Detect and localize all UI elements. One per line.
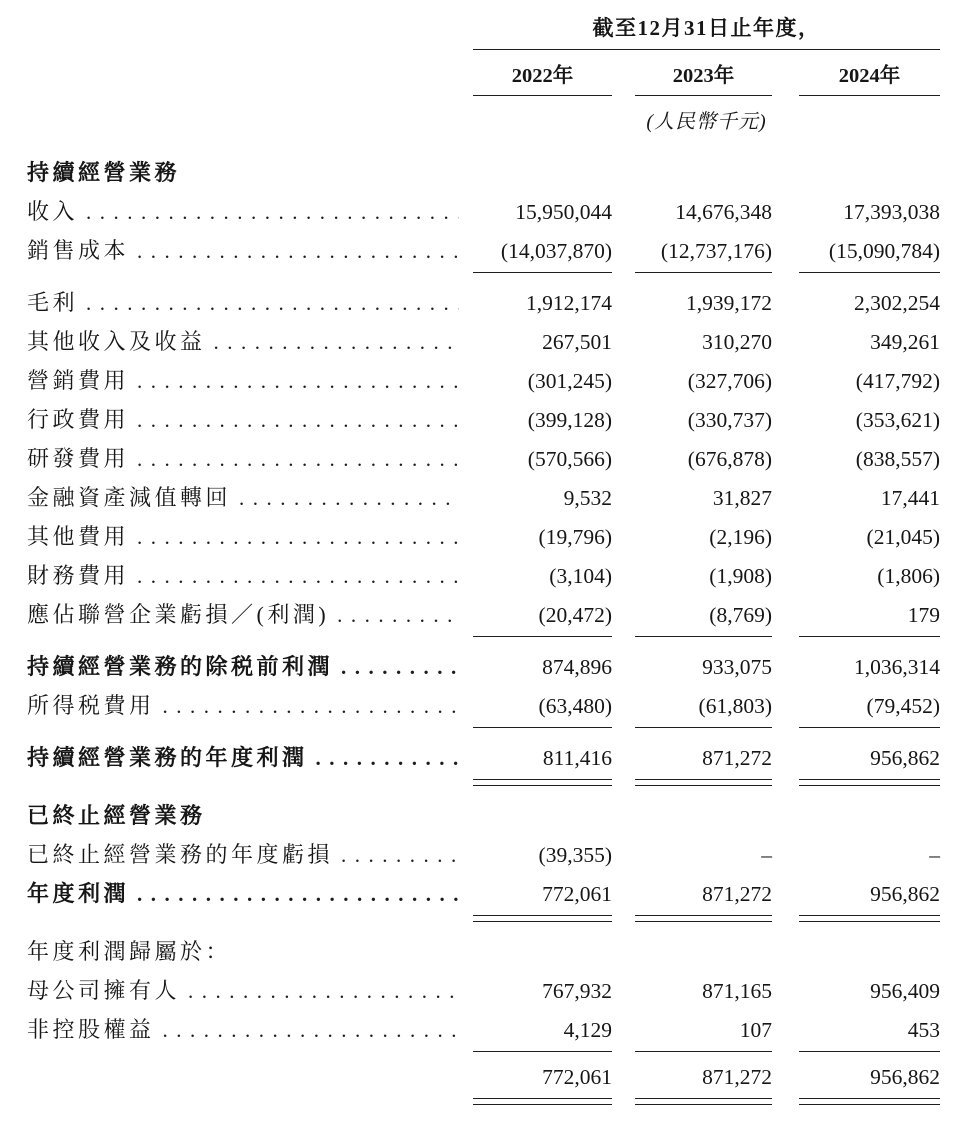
value-cell-year1: 267,501 (542, 330, 612, 354)
value-cell-year1: (301,245) (527, 369, 612, 393)
row-label (27, 520, 473, 551)
value-cell-year2: 310,270 (702, 330, 772, 354)
row-label-text: 應佔聯營企業虧損／(利潤) (27, 602, 330, 627)
row-label (27, 935, 473, 966)
period-label: 截至12月31日止年度， (473, 12, 940, 50)
value-cell-year2: (676,878) (687, 447, 772, 471)
row-label-text: 營銷費用 (27, 368, 130, 393)
row-label-text: 年度利潤歸屬於： (27, 939, 232, 964)
table-row (27, 974, 940, 1013)
value-cell-year1: 874,896 (542, 655, 612, 679)
row-label-text: 年度利潤 (27, 881, 130, 906)
row-label-text: 金融資產減值轉回 (27, 485, 232, 510)
currency-unit-label: (人民幣千元) (646, 111, 767, 133)
value-cell-year2: (1,908) (709, 564, 772, 588)
value-cell-year1: 15,950,044 (515, 200, 612, 224)
row-label-text: 收入 (27, 199, 79, 224)
value-cell-year3: 956,409 (870, 979, 940, 1003)
column-gap (772, 52, 799, 96)
dot-leader (163, 1017, 459, 1043)
row-label (27, 403, 473, 434)
row-label (27, 195, 473, 226)
row-label (27, 364, 473, 395)
dot-leader (137, 368, 459, 394)
table-row (27, 1065, 940, 1104)
table-row (27, 559, 940, 598)
row-label-text: 其他收入及收益 (27, 329, 206, 354)
row-label-text: 財務費用 (27, 563, 130, 588)
dot-leader (163, 693, 459, 719)
row-label (27, 442, 473, 473)
value-cell-year1: 1,912,174 (526, 291, 612, 315)
dot-leader (341, 654, 459, 680)
value-cell-year3: (21,045) (866, 525, 940, 549)
value-cell-year3: – (929, 843, 940, 867)
value-cell-year1: (19,796) (538, 525, 612, 549)
value-cell-year2: (61,803) (635, 694, 772, 719)
value-cell-year3: 179 (799, 603, 940, 628)
value-cell-year1: (570,566) (527, 447, 612, 471)
value-cell-year3: (1,806) (877, 564, 940, 588)
section-header-row (27, 935, 940, 974)
table-row (27, 650, 940, 689)
row-label (27, 799, 473, 830)
row-label-text: 毛利 (27, 290, 79, 315)
row-label (27, 481, 473, 512)
row-label-text: 行政費用 (27, 407, 130, 432)
row-label (27, 325, 473, 356)
row-label (27, 559, 473, 590)
table-row (27, 234, 940, 273)
value-cell-year3: 956,862 (799, 882, 940, 907)
table-row (27, 481, 940, 520)
table-row (27, 520, 940, 559)
row-label (27, 286, 473, 317)
row-label (27, 234, 473, 265)
row-label (27, 741, 473, 772)
header-label-spacer (27, 12, 473, 134)
value-cell-year2: (12,737,176) (635, 239, 772, 264)
section-header-row (27, 799, 940, 838)
table-row (27, 689, 940, 728)
row-label-text: 母公司擁有人 (27, 978, 181, 1003)
value-cell-year2: 871,272 (635, 882, 772, 907)
value-cell-year2: – (761, 843, 772, 867)
section-header-row (27, 156, 940, 195)
year-column-2023: 2023年 (635, 52, 772, 96)
table-row (27, 286, 940, 325)
value-cell-year1: (3,104) (549, 564, 612, 588)
dot-leader (137, 238, 459, 264)
value-cell-year2: 933,075 (702, 655, 772, 679)
value-cell-year2: 871,272 (635, 746, 772, 771)
year-column-2024: 2024年 (799, 52, 940, 96)
dot-leader (337, 602, 459, 628)
value-cell-year1: (14,037,870) (473, 239, 612, 264)
row-label (27, 974, 473, 1005)
table-row (27, 442, 940, 481)
value-cell-year2: 14,676,348 (675, 200, 772, 224)
value-cell-year2: 1,939,172 (686, 291, 772, 315)
table-row (27, 195, 940, 234)
value-cell-year1: (39,355) (538, 843, 612, 867)
table-row (27, 838, 940, 877)
value-cell-year3: 1,036,314 (854, 655, 940, 679)
table-header (27, 12, 940, 134)
row-label-text: 所得税費用 (27, 693, 155, 718)
value-cell-year1: 9,532 (563, 486, 612, 510)
dot-leader (137, 524, 459, 550)
table-row (27, 598, 940, 637)
table-row (27, 325, 940, 364)
row-label-text: 持續經營業務的除税前利潤 (27, 654, 334, 679)
dot-leader (86, 199, 459, 225)
row-label (27, 689, 473, 720)
table-row (27, 741, 940, 780)
dot-leader (239, 485, 459, 511)
row-label-text: 銷售成本 (27, 238, 130, 263)
value-cell-year1: 772,061 (473, 1065, 612, 1090)
value-cell-year3: 17,441 (880, 486, 940, 510)
value-cell-year2: 107 (635, 1018, 772, 1043)
dot-leader (341, 842, 459, 868)
row-label-text: 研發費用 (27, 446, 130, 471)
row-label-text: 持續經營業務的年度利潤 (27, 745, 308, 770)
value-cell-year1: 772,061 (473, 882, 612, 907)
dot-leader (86, 290, 459, 316)
dot-leader (137, 881, 459, 907)
row-label (27, 650, 473, 681)
row-label-text: 其他費用 (27, 524, 130, 549)
value-cell-year3: (353,621) (855, 408, 940, 432)
dot-leader (137, 563, 459, 589)
value-cell-year3: 453 (799, 1018, 940, 1043)
table-body (27, 156, 940, 1104)
value-cell-year2: 871,272 (635, 1065, 772, 1090)
value-cell-year3: 349,261 (870, 330, 940, 354)
value-cell-year3: 2,302,254 (854, 291, 940, 315)
row-label-text: 已終止經營業務的年度虧損 (27, 842, 334, 867)
value-cell-year1: 4,129 (473, 1018, 612, 1043)
value-cell-year1: 767,932 (542, 979, 612, 1003)
row-label-text: 持續經營業務 (27, 160, 181, 185)
value-cell-year1: (399,128) (527, 408, 612, 432)
value-cell-year3: (79,452) (799, 694, 940, 719)
year-column-2022: 2022年 (473, 52, 612, 96)
table-row (27, 877, 940, 916)
value-cell-year2: 31,827 (712, 486, 772, 510)
row-label (27, 1013, 473, 1044)
table-row (27, 1013, 940, 1052)
value-cell-year2: (327,706) (687, 369, 772, 393)
dot-leader (137, 446, 459, 472)
value-cell-year3: (417,792) (855, 369, 940, 393)
value-cell-year2: (2,196) (709, 525, 772, 549)
value-cell-year3: 17,393,038 (843, 200, 940, 224)
value-cell-year2: (330,737) (687, 408, 772, 432)
dot-leader (137, 407, 459, 433)
dot-leader (188, 978, 459, 1004)
value-cell-year3: 956,862 (799, 746, 940, 771)
table-row (27, 403, 940, 442)
value-cell-year3: 956,862 (799, 1065, 940, 1090)
header-columns (473, 12, 940, 134)
value-cell-year2: (8,769) (635, 603, 772, 628)
value-cell-year1: (20,472) (473, 603, 612, 628)
dot-leader (316, 745, 459, 771)
row-label (27, 598, 473, 629)
row-label-text: 已終止經營業務 (27, 803, 206, 828)
row-label (27, 838, 473, 869)
value-cell-year1: (63,480) (473, 694, 612, 719)
year-row (473, 52, 940, 96)
value-cell-year2: 871,165 (702, 979, 772, 1003)
value-cell-year1: 811,416 (473, 746, 612, 771)
value-cell-year3: (15,090,784) (799, 239, 940, 264)
table-row (27, 364, 940, 403)
dot-leader (214, 329, 459, 355)
row-label (27, 877, 473, 908)
value-cell-year3: (838,557) (855, 447, 940, 471)
row-label-text: 非控股權益 (27, 1017, 155, 1042)
column-gap (612, 52, 635, 96)
row-label (27, 156, 473, 187)
